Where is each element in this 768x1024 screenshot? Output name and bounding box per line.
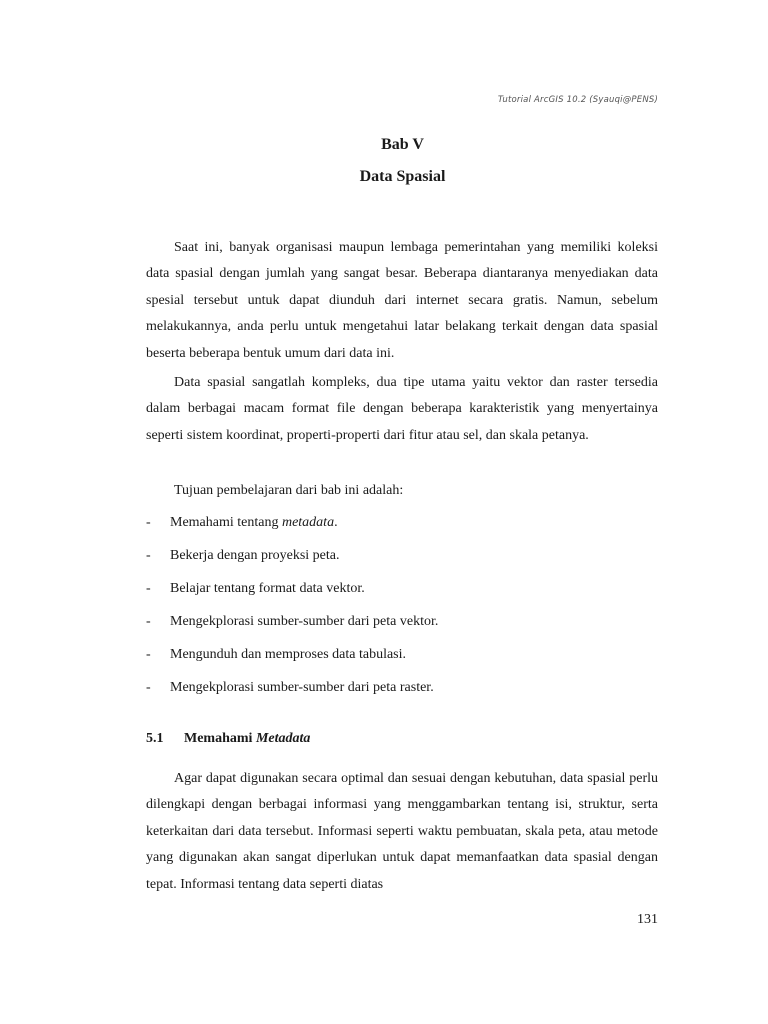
chapter-title: Data Spasial xyxy=(359,168,446,185)
section-number: 5.1 xyxy=(146,731,164,746)
section-title: Memahami xyxy=(184,731,256,746)
list-item-text: Mengunduh dan memproses data tabulasi. xyxy=(170,647,407,662)
list-item xyxy=(146,576,658,609)
paragraph-metadata: Agar dapat digunakan secara optimal dan sesuai dengan kebutuhan, data spasial perlu dilengkapi dengan berbagai informasi yang menggambarkan tentang isi, struktur, serta keterkaitan dari data tersebut. Informasi seperti waktu pembuatan, skala peta, atau metode yang digunakan akan sangat diperlukan untuk dapat memanfaatkan data spasial dengan tepat. Informasi tentang data seperti diatas xyxy=(146,771,658,892)
running-header: Tutorial ArcGIS 10.2 (Syauqi@PENS) xyxy=(497,95,658,105)
list-bullet: - xyxy=(146,647,151,662)
paragraph-objectives-intro: Tujuan pembelajaran dari bab ini adalah: xyxy=(174,483,404,498)
page-number: 131 xyxy=(637,912,658,927)
list-item-text: Mengekplorasi sumber-sumber dari peta raster. xyxy=(170,680,434,695)
list-bullet: - xyxy=(146,548,151,563)
list-item-text: Mengekplorasi sumber-sumber dari peta vektor. xyxy=(170,614,439,629)
section-title-emphasis: Metadata xyxy=(255,731,311,746)
paragraph-data-complexity: Data spasial sangatlah kompleks, dua tipe utama yaitu vektor dan raster tersedia dalam berbagai macam format file dengan beberapa karakteristik yang menyertainya seperti sistem koordinat, properti-properti dari fitur atau sel, dan skala petanya. xyxy=(146,375,658,443)
objectives-list xyxy=(146,510,658,708)
chapter-number: Bab V xyxy=(381,136,424,153)
list-item xyxy=(146,675,658,708)
list-item xyxy=(146,609,658,642)
list-item-text: Memahami tentang metadata. xyxy=(170,515,338,530)
list-bullet: - xyxy=(146,614,151,629)
list-item-text: Bekerja dengan proyeksi peta. xyxy=(170,548,340,563)
list-item xyxy=(146,510,658,543)
section-heading xyxy=(146,731,310,747)
list-bullet: - xyxy=(146,680,151,695)
list-bullet: - xyxy=(146,581,151,596)
list-item xyxy=(146,543,658,576)
list-item xyxy=(146,642,658,675)
list-item-text: Belajar tentang format data vektor. xyxy=(170,581,365,596)
paragraph-intro: Saat ini, banyak organisasi maupun lembaga pemerintahan yang memiliki koleksi data spasial dengan jumlah yang sangat besar. Beberapa diantaranya menyediakan data spesial tersebut untuk dapat diunduh dari internet secara gratis. Namun, sebelum melakukannya, anda perlu untuk mengetahui latar belakang terkait dengan data spasial beserta beberapa bentuk umum dari data ini. xyxy=(146,240,658,361)
list-bullet: - xyxy=(146,515,151,530)
